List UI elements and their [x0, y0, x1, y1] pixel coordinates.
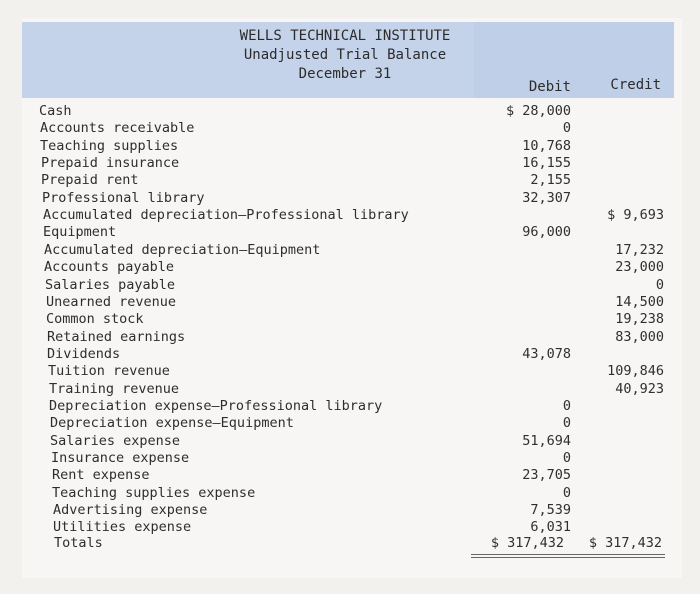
account-row	[0, 363, 700, 380]
account-row	[0, 311, 700, 328]
account-row	[0, 120, 700, 137]
account-row	[0, 242, 700, 259]
debit-amount: 16,155	[522, 155, 571, 172]
debit-amount: 0	[562, 484, 571, 501]
debit-amount: 0	[562, 450, 571, 466]
account-row	[0, 467, 700, 484]
credit-column-header: Credit	[610, 77, 661, 93]
debit-amount: 0	[562, 397, 571, 414]
account-name: Accumulated depreciation—Equipment	[44, 241, 321, 258]
credit-amount: 14,500	[615, 293, 664, 310]
account-name: Teaching supplies expense	[52, 484, 256, 501]
account-name: Insurance expense	[51, 450, 190, 466]
account-name: Tuition revenue	[48, 363, 170, 380]
account-row	[0, 433, 700, 450]
account-row	[0, 415, 700, 432]
account-name: Unearned revenue	[46, 293, 177, 310]
account-name: Accounts payable	[44, 259, 175, 276]
credit-amount: 19,238	[615, 311, 664, 328]
account-row	[0, 294, 700, 311]
credit-amount: 83,000	[615, 328, 664, 345]
totals-label: Totals	[54, 535, 103, 551]
account-name: Cash	[39, 103, 72, 119]
account-name: Common stock	[46, 311, 144, 328]
debit-amount: 23,705	[522, 467, 571, 484]
account-row	[0, 485, 700, 502]
account-name: Prepaid insurance	[41, 155, 180, 172]
account-name: Depreciation expense—Equipment	[50, 415, 294, 432]
credit-amount: 0	[655, 276, 664, 293]
account-name: Professional library	[42, 189, 205, 206]
credit-amount: 109,846	[607, 363, 664, 380]
account-row	[0, 259, 700, 276]
account-name: Training revenue	[49, 380, 180, 397]
credit-amount: 40,923	[615, 380, 664, 397]
account-name: Depreciation expense—Professional library	[49, 397, 383, 414]
total-credit: $ 317,432	[588, 535, 662, 551]
account-row	[0, 103, 700, 120]
account-name: Retained earnings	[47, 328, 186, 345]
account-name: Dividends	[47, 345, 121, 362]
debit-amount: 0	[562, 415, 571, 432]
account-name: Salaries payable	[45, 276, 176, 293]
account-row	[0, 450, 700, 467]
report-date: December 31	[298, 66, 392, 82]
account-name: Salaries expense	[50, 432, 181, 449]
debit-amount: 96,000	[522, 224, 571, 241]
account-row	[0, 224, 700, 241]
account-name: Prepaid rent	[41, 172, 139, 189]
account-name: Utilities expense	[53, 519, 192, 536]
account-name: Advertising expense	[53, 502, 208, 519]
debit-amount: $ 28,000	[505, 103, 571, 119]
totals-double-rule-top	[471, 554, 665, 555]
account-name: Rent expense	[52, 467, 150, 484]
account-name: Equipment	[43, 224, 117, 241]
debit-amount: 32,307	[522, 189, 571, 206]
account-row	[0, 155, 700, 172]
account-row	[0, 346, 700, 363]
debit-amount: 6,031	[530, 519, 571, 536]
account-row	[0, 138, 700, 155]
account-row	[0, 207, 700, 224]
debit-column-header: Debit	[528, 79, 571, 95]
report-title: Unadjusted Trial Balance	[243, 47, 447, 63]
credit-amount: 23,000	[615, 259, 664, 276]
credit-amount: 17,232	[615, 241, 664, 258]
account-row	[0, 329, 700, 346]
account-name: Teaching supplies	[40, 137, 179, 154]
account-row	[0, 398, 700, 415]
account-name: Accounts receivable	[40, 120, 195, 137]
debit-amount: 7,539	[530, 502, 571, 519]
totals-row	[0, 535, 700, 552]
total-debit: $ 317,432	[490, 535, 564, 551]
totals-double-rule-bottom	[471, 557, 665, 558]
account-row	[0, 519, 700, 536]
account-row	[0, 502, 700, 519]
company-name: WELLS TECHNICAL INSTITUTE	[239, 28, 451, 44]
debit-amount: 51,694	[522, 432, 571, 449]
account-name: Accumulated depreciation—Professional library	[43, 207, 409, 224]
credit-amount: $ 9,693	[607, 207, 664, 224]
debit-amount: 43,078	[522, 345, 571, 362]
account-row	[0, 277, 700, 294]
account-row	[0, 172, 700, 189]
debit-amount: 2,155	[530, 172, 571, 189]
account-row	[0, 381, 700, 398]
debit-amount: 0	[562, 120, 571, 137]
account-row	[0, 190, 700, 207]
debit-amount: 10,768	[522, 137, 571, 154]
